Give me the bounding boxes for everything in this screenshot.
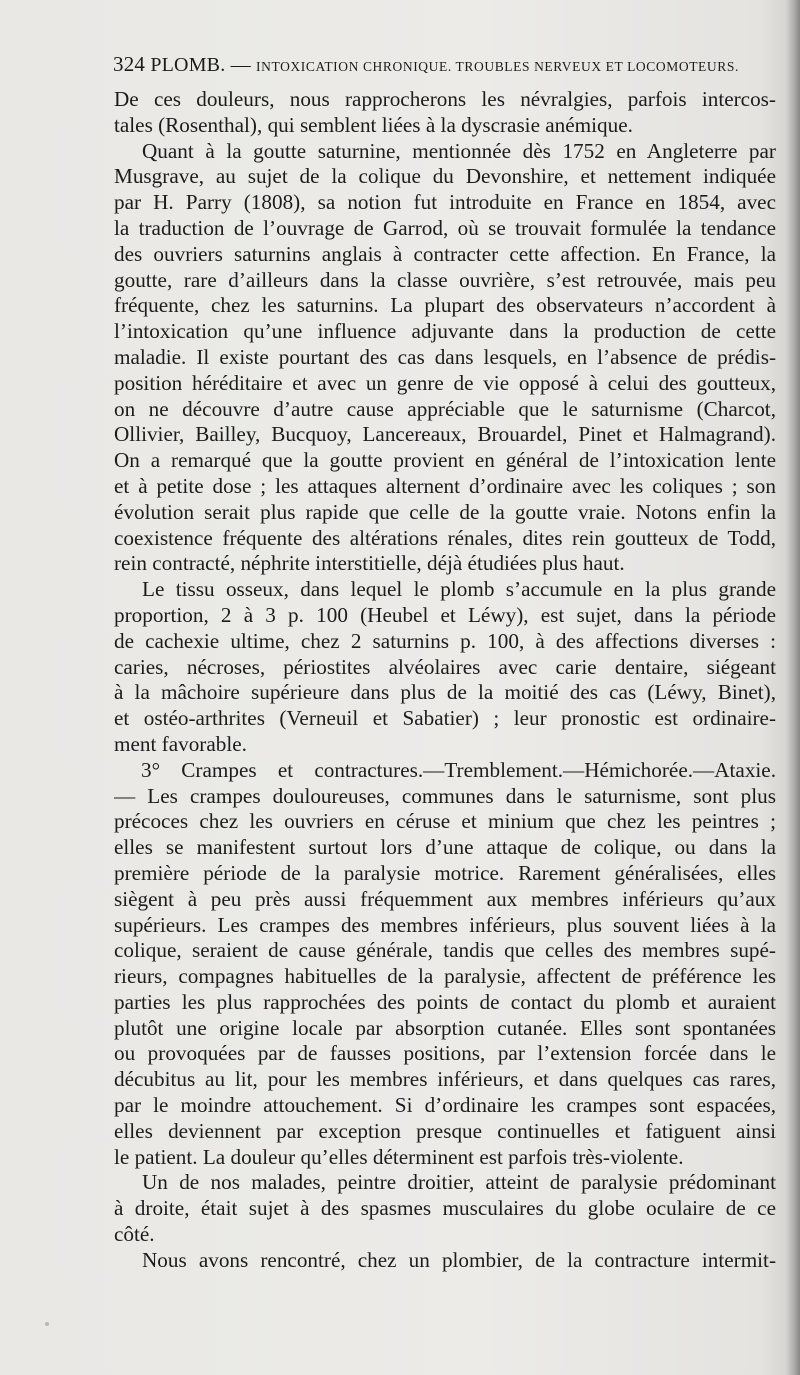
text-line: supérieurs. Les crampes des membres inférieurs, plus souvent liées à la xyxy=(114,912,776,937)
page-body xyxy=(114,87,776,1274)
text-line: proportion, 2 à 3 p. 100 (Heubel et Léwy), est sujet, dans la période xyxy=(114,602,776,627)
text-line: par le moindre attouchement. Si d’ordinaire les crampes sont espacées, xyxy=(114,1093,776,1118)
text-line: des ouvriers saturnins anglais à contracter cette affection. En France, la xyxy=(114,241,776,266)
text-line: siègent à peu près aussi fréquemment aux membres inférieurs qu’aux xyxy=(114,886,776,911)
text-line: colique, seraient de cause générale, tandis que celles des membres supé- xyxy=(114,938,776,963)
page-speck xyxy=(45,1322,49,1326)
text-line: position héréditaire et avec un genre de vie opposé à celui des goutteux, xyxy=(114,370,776,395)
text-line: elles se manifestent surtout lors d’une attaque de colique, ou dans la xyxy=(114,835,776,860)
running-title-sub: INTOXICATION CHRONIQUE. TROUBLES NERVEUX ET LOCOMOTEURS. xyxy=(256,59,739,74)
section-heading: 3° Crampes et contractures.—Tremblement.—Hémichorée.—Ataxie. xyxy=(141,757,776,782)
text-line: à la mâchoire supérieure dans plus de la moitié des cas (Léwy, Binet), xyxy=(114,680,776,705)
text-line: rieurs, compagnes habituelles de la paralysie, affectent de préférence les xyxy=(114,964,776,989)
page-spine-shadow xyxy=(786,0,800,1375)
header-dash: — xyxy=(230,54,251,76)
text-line: On a remarqué que la goutte provient en général de l’intoxication lente xyxy=(114,448,776,473)
text-line: plutôt une origine locale par absorption cutanée. Elles sont spontanées xyxy=(114,1015,776,1040)
text-line: coexistence fréquente des altérations rénales, dites rein goutteux de Todd, xyxy=(114,525,776,550)
text-line: on ne découvre d’autre cause appréciable que le saturnisme (Charcot, xyxy=(114,396,776,421)
text-line: côté. xyxy=(114,1222,155,1247)
text-line: et à petite dose ; les attaques alternent d’ordinaire avec les coliques ; son xyxy=(114,473,776,498)
text-line: Un de nos malades, peintre droitier, atteint de paralysie prédominant xyxy=(142,1170,776,1195)
text-line: par H. Parry (1808), sa notion fut introduite en France en 1854, avec xyxy=(114,190,776,215)
running-header xyxy=(113,52,773,76)
text-line: la traduction de l’ouvrage de Garrod, où se trouvait formulée la tendance xyxy=(114,215,776,240)
text-line: Ollivier, Bailley, Bucquoy, Lancereaux, Brouardel, Pinet et Halmagrand). xyxy=(114,422,776,447)
text-line: évolution serait plus rapide que celle de la goutte vraie. Notons enfin la xyxy=(114,499,776,524)
text-line: maladie. Il existe pourtant des cas dans lesquels, en l’absence de prédis- xyxy=(114,344,776,369)
text-line: et ostéo-arthrites (Verneuil et Sabatier) ; leur pronostic est ordinaire- xyxy=(114,706,776,731)
running-title-main: PLOMB. xyxy=(150,54,226,76)
page-number: 324 xyxy=(113,52,146,76)
text-line: à droite, était sujet à des spasmes musculaires du globe oculaire de ce xyxy=(114,1196,776,1221)
text-line: De ces douleurs, nous rapprocherons les névralgies, parfois intercos- xyxy=(114,87,776,111)
text-line: caries, nécroses, périostites alvéolaires avec carie dentaire, siégeant xyxy=(114,654,776,679)
text-line: première période de la paralysie motrice. Rarement généralisées, elles xyxy=(114,860,776,885)
text-line: Nous avons rencontré, chez un plombier, de la contracture intermit- xyxy=(142,1247,776,1272)
text-line: tales (Rosenthal), qui semblent liées à la dyscrasie anémique. xyxy=(114,112,633,137)
text-line: Musgrave, au sujet de la colique du Devonshire, et nettement indiquée xyxy=(114,164,776,189)
text-line: goutte, rare d’ailleurs dans la classe ouvrière, s’est retrouvée, mais peu xyxy=(114,267,776,292)
text-line: — Les crampes douloureuses, communes dans le saturnisme, sont plus xyxy=(114,783,776,808)
text-line: ment favorable. xyxy=(114,731,247,756)
text-line: précoces chez les ouvriers en céruse et minium que chez les peintres ; xyxy=(114,809,776,834)
text-line: elles deviennent par exception presque continuelles et fatiguent ainsi xyxy=(114,1118,776,1143)
text-line: fréquente, chez les saturnins. La plupart des observateurs n’accordent à xyxy=(114,293,776,318)
text-line: le patient. La douleur qu’elles déterminent est parfois très-violente. xyxy=(114,1144,684,1169)
text-line: parties les plus rapprochées des points de contact du plomb et auraient xyxy=(114,989,776,1014)
text-line: Le tissu osseux, dans lequel le plomb s’accumule en la plus grande xyxy=(142,577,776,602)
text-line: ou provoquées par de fausses positions, par l’extension forcée dans le xyxy=(114,1041,776,1066)
text-line: de cachexie ultime, chez 2 saturnins p. 100, à des affections diverses : xyxy=(114,628,776,653)
text-line: rein contracté, néphrite interstitielle, déjà étudiées plus haut. xyxy=(114,551,625,576)
text-line: décubitus au lit, pour les membres inférieurs, et dans quelques cas rares, xyxy=(114,1067,776,1092)
text-line: l’intoxication qu’une influence adjuvante dans la production de cette xyxy=(114,319,776,344)
text-line: Quant à la goutte saturnine, mentionnée dès 1752 en Angleterre par xyxy=(142,138,776,163)
